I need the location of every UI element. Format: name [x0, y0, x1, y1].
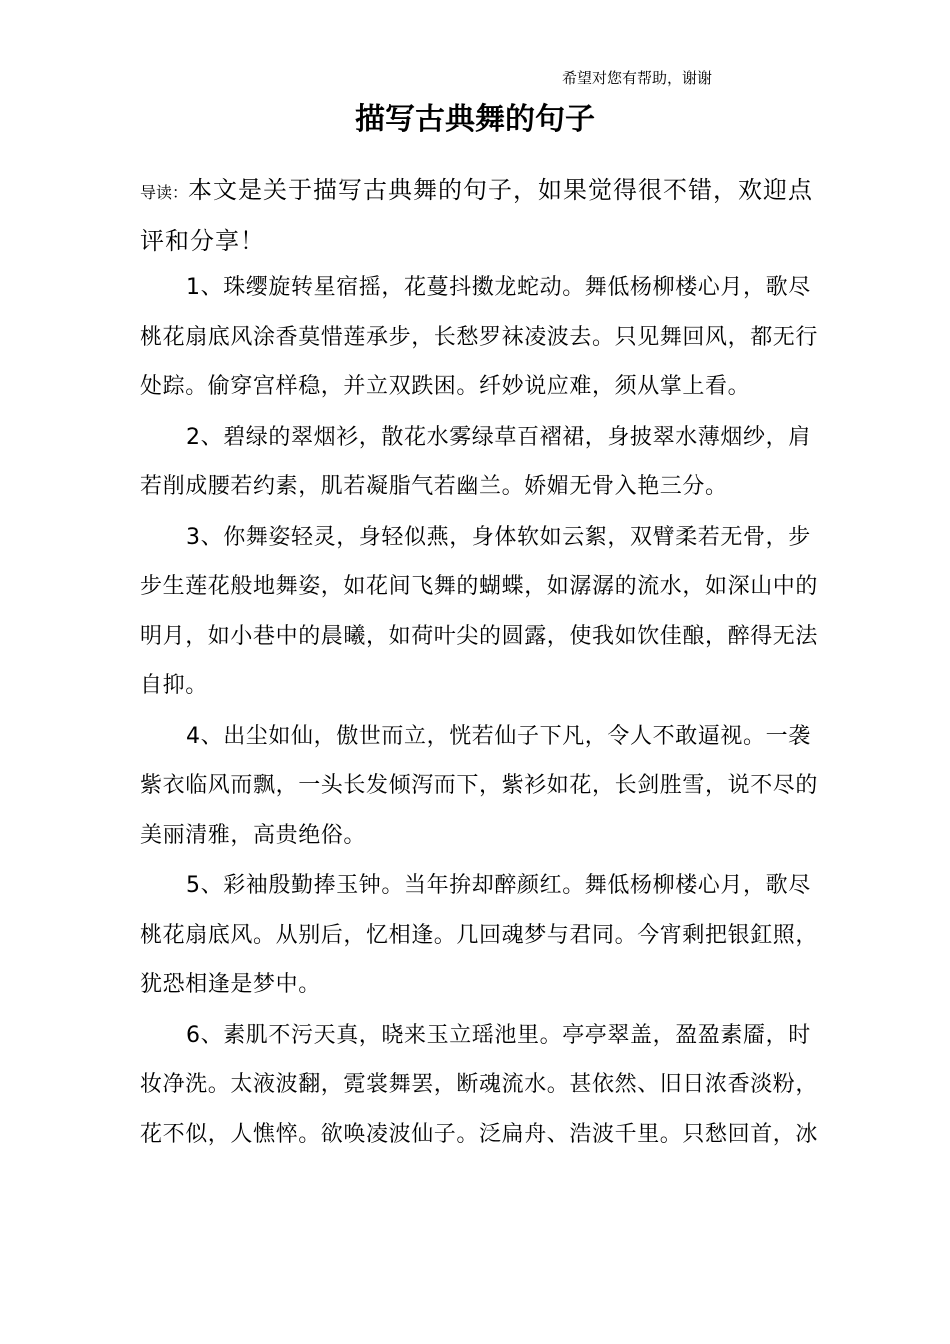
intro-paragraph [140, 166, 830, 265]
paragraph-3: 3、你舞姿轻灵，身轻似燕，身体软如云絮，双臂柔若无骨，步步生莲花般地舞姿，如花间飞舞的蝴蝶，如潺潺的流水，如深山中的明月，如小巷中的晨曦，如荷叶尖的圆露，使我如饮佳酿，醉得无法自抑。 [140, 524, 819, 698]
page-title: 描写古典舞的句子 [355, 102, 595, 137]
paragraph-6: 6、素肌不污天真，晓来玉立瑶池里。亭亭翠盖，盈盈素靥，时妆净洗。太液波翻，霓裳舞罢，断魂流水。甚依然、旧日浓香淡粉，花不似，人憔悴。欲唤凌波仙子。泛扁舟、浩波千里。只愁回首，冰 [140, 1022, 819, 1147]
paragraph-4: 4、出尘如仙，傲世而立，恍若仙子下凡，令人不敢逼视。一袭紫衣临风而飘，一头长发倾泻而下，紫衫如花，长剑胜雪，说不尽的美丽清雅，高贵绝俗。 [140, 723, 819, 848]
intro-text: 本文是关于描写古典舞的句子，如果觉得很不错，欢迎点评和分享！ [140, 176, 814, 255]
paragraph-5: 5、彩袖殷勤捧玉钟。当年拚却醉颜红。舞低杨柳楼心月，歌尽桃花扇底风。从别后，忆相逢。几回魂梦与君同。今宵剩把银釭照，犹恐相逢是梦中。 [140, 873, 819, 997]
article-body [140, 263, 830, 1160]
intro-label: 导读： [140, 183, 189, 202]
paragraph-1: 1、珠缨旋转星宿摇，花蔓抖擞龙蛇动。舞低杨柳楼心月，歌尽桃花扇底风涂香莫惜莲承步，长愁罗袜凌波去。只见舞回风，都无行处踪。偷穿宫样稳，并立双跌困。纤妙说应难，须从掌上看。 [140, 275, 819, 399]
paragraph-2: 2、碧绿的翠烟衫，散花水雾绿草百褶裙，身披翠水薄烟纱，肩若削成腰若约素，肌若凝脂气若幽兰。娇媚无骨入艳三分。 [140, 424, 811, 499]
header-note: 希望对您有帮助，谢谢 [562, 69, 713, 87]
